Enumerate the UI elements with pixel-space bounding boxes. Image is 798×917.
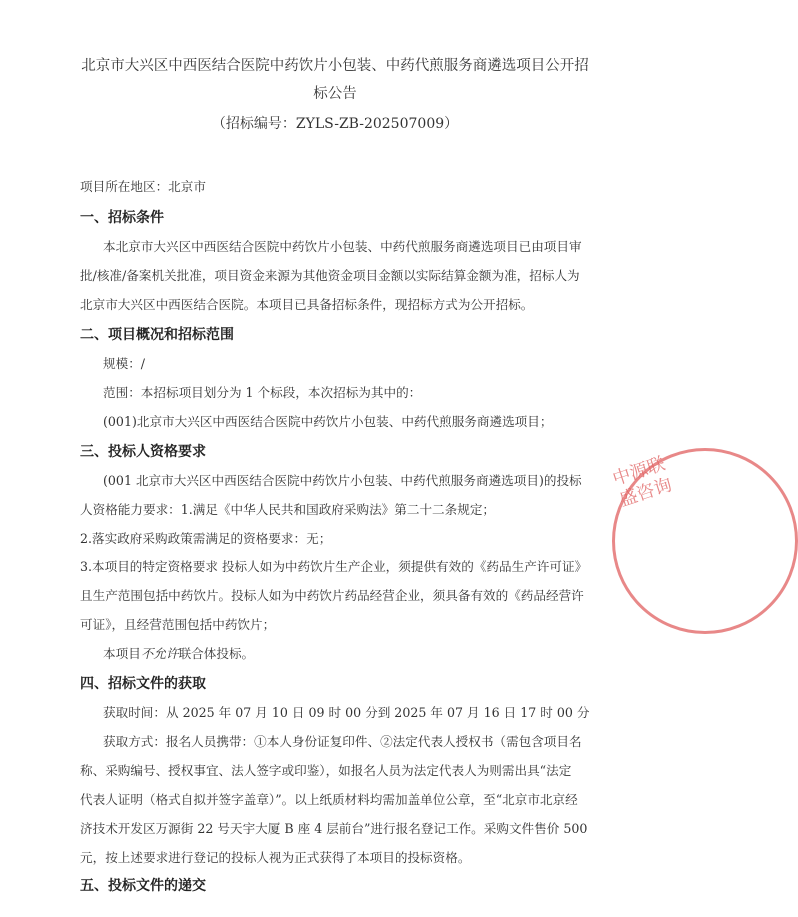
- paragraph-line: (001 北京市大兴区中西医结合医院中药饮片小包装、中药代煎服务商遴选项目)的投标: [103, 473, 582, 488]
- project-region: 项目所在地区：北京市: [80, 179, 206, 194]
- paragraph-line: 批/核准/备案机关批准，项目资金来源为其他资金项目金额以实际结算金额为准，招标人为: [80, 268, 580, 283]
- seal-text: 中源联盛咨询: [610, 453, 675, 511]
- tender-code: （招标编号：ZYLS-ZB-202507009）: [211, 116, 459, 132]
- paragraph-line: 本北京市大兴区中西医结合医院中药饮片小包装、中药代煎服务商遴选项目已由项目审: [103, 239, 582, 254]
- paragraph-line: 北京市大兴区中西医结合医院。本项目已具备招标条件，现招标方式为公开招标。: [80, 297, 534, 312]
- consortium-prefix: 本项目: [103, 646, 141, 661]
- paragraph-line: 代表人证明（格式自拟并签字盖章）”。以上纸质材料均需加盖单位公章，至“北京市北京经: [80, 792, 578, 807]
- scope-line: 范围：本招标项目划分为 1 个标段，本次招标为其中的：: [103, 385, 422, 400]
- paragraph-line: 且生产范围包括中药饮片。投标人如为中药饮片药品经营企业，须具备有效的《药品经营许: [80, 588, 584, 603]
- acquisition-time: 获取时间：从 2025 年 07 月 10 日 09 时 00 分到 2025 年 07 月 16 日 17 时 00 分: [103, 705, 590, 720]
- lot-line: (001)北京市大兴区中西医结合医院中药饮片小包装、中药代煎服务商遴选项目；: [103, 414, 553, 429]
- consortium-line: [103, 644, 254, 664]
- section-heading-1: 一、招标条件: [80, 210, 164, 226]
- title-line-2: 标公告: [313, 86, 357, 102]
- paragraph-line: 元，按上述要求进行登记的投标人视为正式获得了本项目的投标资格。: [80, 850, 471, 865]
- section-heading-3: 三、投标人资格要求: [80, 444, 206, 460]
- paragraph-line: 2.落实政府采购政策需满足的资格要求：无；: [80, 531, 332, 546]
- paragraph-line: 3.本项目的特定资格要求 投标人如为中药饮片生产企业，须提供有效的《药品生产许可证》: [80, 559, 588, 574]
- paragraph-line: 人资格能力要求：1.满足《中华人民共和国政府采购法》第二十二条规定；: [80, 502, 496, 517]
- section-heading-2: 二、项目概况和招标范围: [80, 327, 234, 343]
- section-heading-5: 五、投标文件的递交: [80, 878, 206, 894]
- section-heading-4: 四、招标文件的获取: [80, 676, 206, 692]
- consortium-suffix: 联合体投标。: [178, 646, 255, 661]
- paragraph-line: 济技术开发区万源街 22 号天宇大厦 B 座 4 层前台”进行报名登记工作。采购文件售价 500: [80, 821, 588, 836]
- scale-line: 规模：/: [103, 356, 146, 371]
- paragraph-line: 获取方式：报名人员携带：①本人身份证复印件、②法定代表人授权书（需包含项目名: [103, 734, 582, 749]
- paragraph-line: 可证》，且经营范围包括中药饮片；: [80, 617, 276, 632]
- consortium-not-allowed: 不允许: [140, 646, 179, 661]
- paragraph-line: 称、采购编号、授权事宜、法人签字或印鉴），如报名人员为法定代表人为则需出具“法定: [80, 763, 572, 778]
- title-line-1: 北京市大兴区中西医结合医院中药饮片小包装、中药代煎服务商遴选项目公开招: [81, 58, 589, 74]
